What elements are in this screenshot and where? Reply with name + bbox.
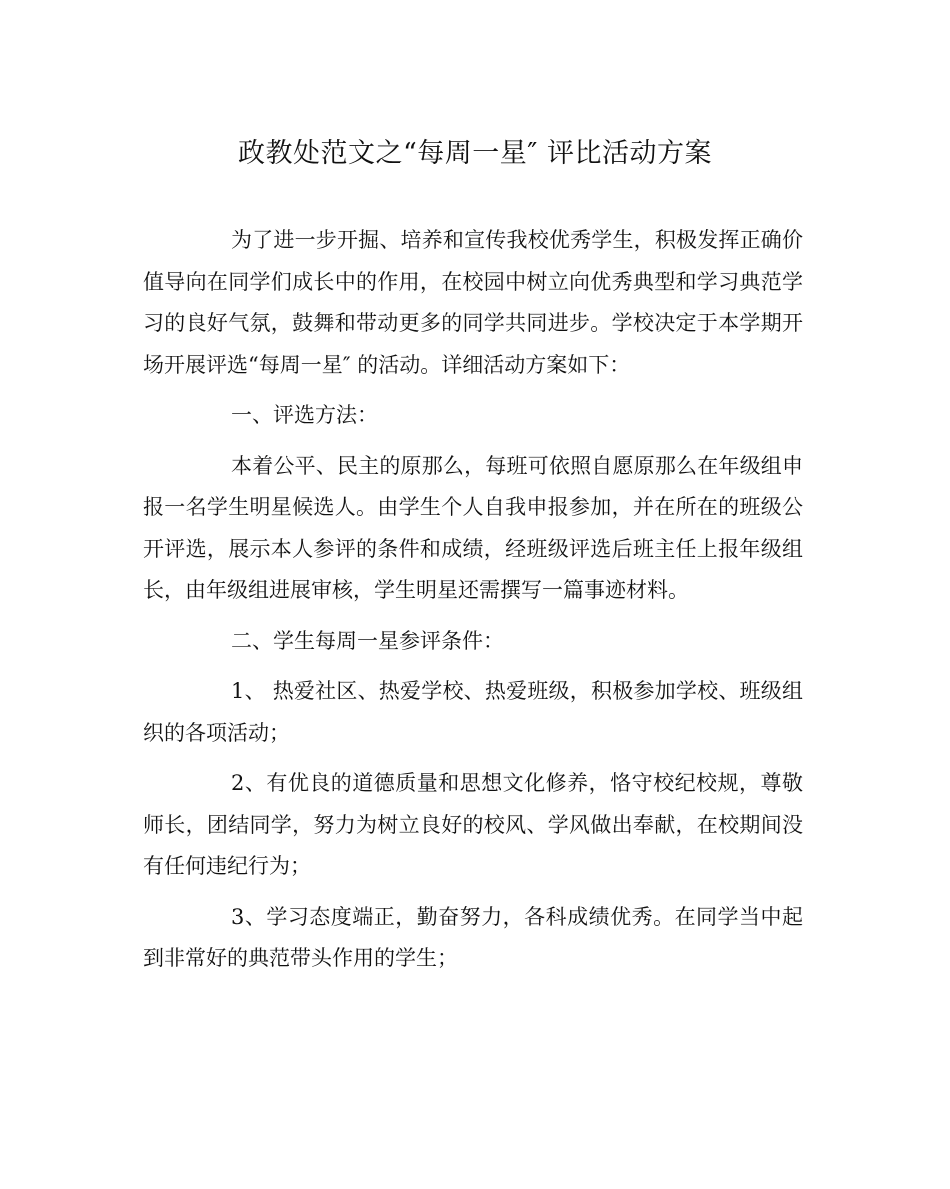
intro-paragraph: 为了进一步开掘、培养和宣传我校优秀学生，积极发挥正确价值导向在同学们成长中的作用，在校园中树立向优秀典型和学习典范学习的良好气氛，鼓舞和带动更多的同学共同进步。学校决定于本学期开场开展评选“每周一星″ 的活动。详细活动方案如下：: [143, 228, 803, 377]
section-heading-conditions: 二、学生每周一星参评条件：: [231, 628, 504, 653]
document-body: [143, 220, 803, 989]
condition-item-2: 2、有优良的道德质量和思想文化修养，恪守校纪校规，尊敬师长，团结同学，努力为树立良好的校风、学风做出奉献，在校期间没有任何违纪行为；: [143, 771, 803, 878]
selection-method-paragraph: 本着公平、民主的原那么，每班可依照自愿原那么在年级组申报一名学生明星候选人。由学生个人自我申报参加，并在所在的班级公开评选，展示本人参评的条件和成绩，经班级评选后班主任上报年级组长，由年级组进展审核，学生明星还需撰写一篇事迹材料。: [143, 453, 803, 602]
condition-item-1: 1、 热爱社区、热爱学校、热爱班级，积极参加学校、班级组织的各项活动；: [143, 679, 803, 745]
section-heading-selection-method: 一、评选方法：: [231, 403, 378, 427]
document-title: 政教处范文之“每周一星″ 评比活动方案: [238, 138, 712, 169]
condition-item-3: 3、学习态度端正，勤奋努力，各科成绩优秀。在同学当中起到非常好的典范带头作用的学生；: [143, 904, 803, 970]
